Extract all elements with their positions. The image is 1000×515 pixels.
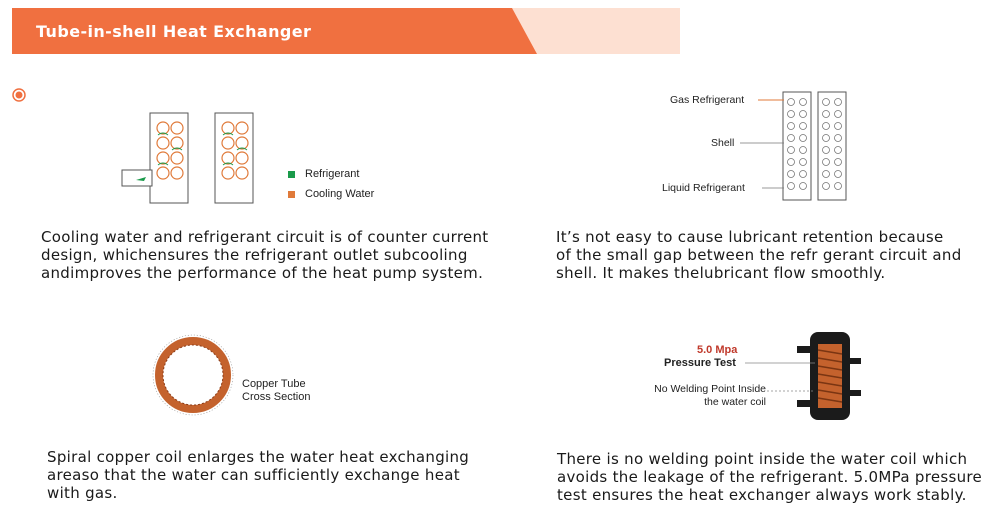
legend-label: Refrigerant [305,168,360,180]
label-shell: Shell [711,137,735,149]
refrigerant-swatch [288,171,295,178]
caption-no-welding: There is no welding point inside the water coil which avoids the leakage of the refrigerant. 5.0MPa pressure test ensures the heat exchanger always work stably. [557,450,983,504]
label-gas-refrigerant: Gas Refrigerant [670,94,745,106]
legend-item-cooling-water [288,188,374,200]
pressure-value: 5.0 Mpa [697,344,738,356]
caption-lubricant: It’s not easy to cause lubricant retention because of the small gap between the refr gerant circuit and shell. It makes thelubricant flow smoothly. [556,228,962,282]
page-title: Tube-in-shell Heat Exchanger [36,22,312,41]
label-copper-tube: Copper Tube Cross Section [242,378,311,403]
shell-pointer-lines [740,90,800,200]
copper-tube-cross-section [148,330,238,420]
caption-spiral-coil: Spiral copper coil enlarges the water heat exchanging areaso that the water can sufficiently exchange heat with gas. [47,448,470,502]
counter-current-diagram [118,108,278,208]
legend-label: Cooling Water [305,188,375,200]
legend-item-refrigerant [288,168,359,180]
no-welding-label: No Welding Point Inside the water coil [654,383,766,408]
caption-counter-current: Cooling water and refrigerant circuit is of counter current design, whichensures the refrigerant outlet subcooling andimproves the performance of the heat pump system. [41,228,489,282]
cooling-water-swatch [288,191,295,198]
label-liquid-refrigerant: Liquid Refrigerant [662,182,745,194]
header-banner [12,8,680,54]
bullet-circle-icon [12,88,26,102]
pressure-test-label: Pressure Test [664,357,736,369]
